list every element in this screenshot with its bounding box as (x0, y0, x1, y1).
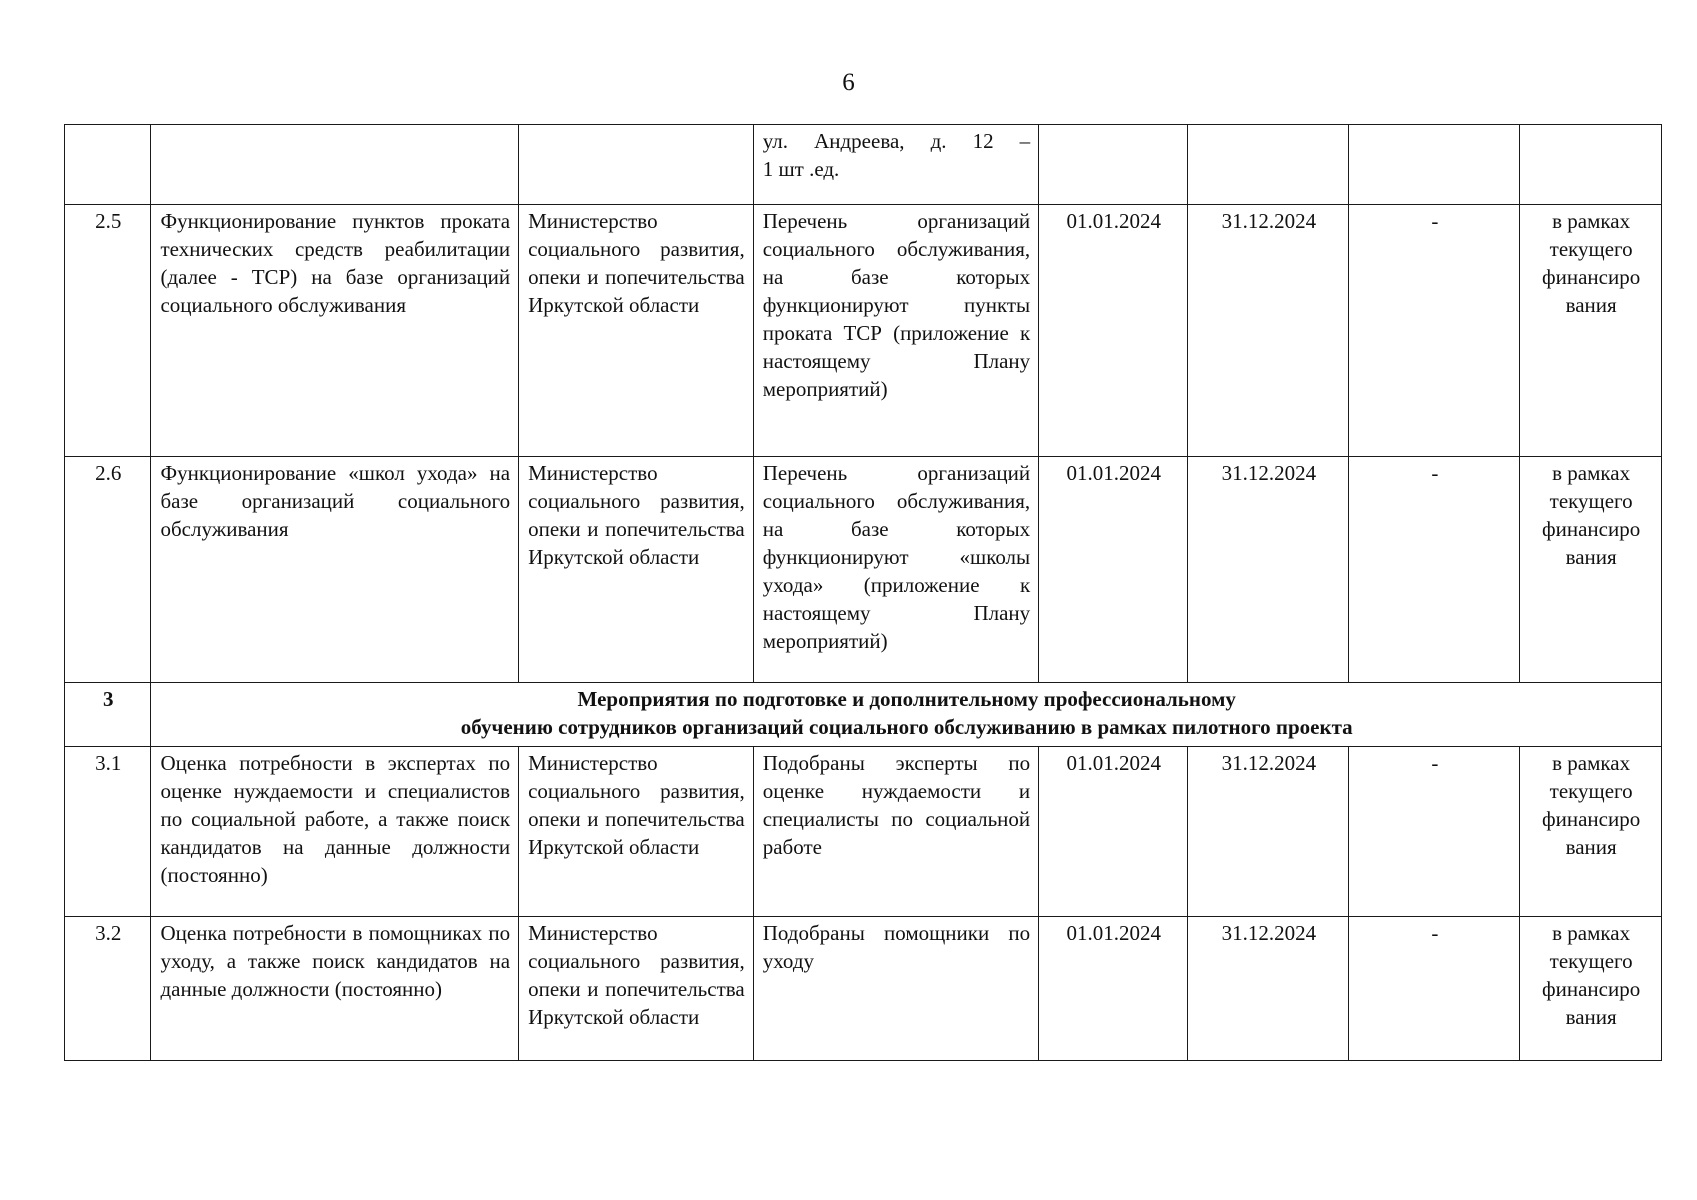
table-row (65, 917, 1662, 1061)
cell-end (1188, 125, 1349, 205)
cell-start-date: 01.01.2024 (1039, 917, 1188, 1061)
section-title-line: Мероприятия по подготовке и дополнительному профессиональному (577, 687, 1236, 711)
cell-activity: Оценка потребности в помощниках по уходу, а также поиск кандидатов на данные должности (постоянно) (151, 917, 519, 1061)
table-row (65, 747, 1662, 917)
cell-num: 2.5 (65, 205, 151, 457)
cell-end-date: 31.12.2024 (1188, 205, 1349, 457)
cell-end-date: 31.12.2024 (1188, 457, 1349, 683)
cell-result: Подобраны эксперты по оценке нуждаемости и специалисты по социальной работе (753, 747, 1038, 917)
cell-financing: в рамках текущего финансиро вания (1520, 747, 1662, 917)
section-number: 3 (65, 683, 151, 747)
result-line: ул. Андреева, д. 12 – (762, 129, 1031, 153)
cell-financing: в рамках текущего финансиро вания (1520, 457, 1662, 683)
section-title-line: обучению сотрудников организаций социального обслуживанию в рамках пилотного проекта (460, 715, 1353, 739)
cell-start-date: 01.01.2024 (1039, 457, 1188, 683)
cell-responsible (519, 125, 754, 205)
cell-end-date: 31.12.2024 (1188, 747, 1349, 917)
cell-result: Перечень организаций социального обслуживания, на базе которых функционируют «школы ухода» (приложение к настоящему Плану мероприятий) (753, 457, 1038, 683)
cell-activity (151, 125, 519, 205)
cell-end-date: 31.12.2024 (1188, 917, 1349, 1061)
result-line: 1 шт .ед. (762, 157, 840, 181)
cell-activity: Функционирование пунктов проката технических средств реабилитации (далее - ТСР) на базе организаций социального обслуживания (151, 205, 519, 457)
table-row (65, 457, 1662, 683)
cell-result: Подобраны помощники по уходу (753, 917, 1038, 1061)
page-number: 6 (842, 69, 855, 96)
cell-start (1039, 125, 1188, 205)
cell-responsible: Министерство социального развития, опеки и попечительства Иркутской области (519, 457, 754, 683)
table-row-continuation (65, 125, 1662, 205)
cell-num: 2.6 (65, 457, 151, 683)
cell-financing (1520, 125, 1662, 205)
section-title (151, 683, 1662, 747)
cell-responsible: Министерство социального развития, опеки и попечительства Иркутской области (519, 747, 754, 917)
cell-num: 3.2 (65, 917, 151, 1061)
cell-activity: Оценка потребности в экспертах по оценке нуждаемости и специалистов по социальной работе, а также поиск кандидатов на данные должности (постоянно) (151, 747, 519, 917)
cell-responsible: Министерство социального развития, опеки и попечительства Иркутской области (519, 917, 754, 1061)
cell-activity: Функционирование «школ ухода» на базе организаций социального обслуживания (151, 457, 519, 683)
cell-cost (1349, 125, 1520, 205)
cell-start-date: 01.01.2024 (1039, 205, 1188, 457)
cell-cost: - (1349, 917, 1520, 1061)
cell-result (753, 125, 1038, 205)
cell-cost: - (1349, 205, 1520, 457)
cell-financing: в рамках текущего финансиро вания (1520, 205, 1662, 457)
cell-start-date: 01.01.2024 (1039, 747, 1188, 917)
plan-table (64, 124, 1662, 1061)
cell-num (65, 125, 151, 205)
cell-responsible: Министерство социального развития, опеки и попечительства Иркутской области (519, 205, 754, 457)
cell-num: 3.1 (65, 747, 151, 917)
section-header-row (65, 683, 1662, 747)
cell-financing: в рамках текущего финансиро вания (1520, 917, 1662, 1061)
table-row (65, 205, 1662, 457)
cell-result: Перечень организаций социального обслуживания, на базе которых функционируют пункты проката ТСР (приложение к настоящему Плану мероприятий) (753, 205, 1038, 457)
cell-cost: - (1349, 747, 1520, 917)
cell-cost: - (1349, 457, 1520, 683)
